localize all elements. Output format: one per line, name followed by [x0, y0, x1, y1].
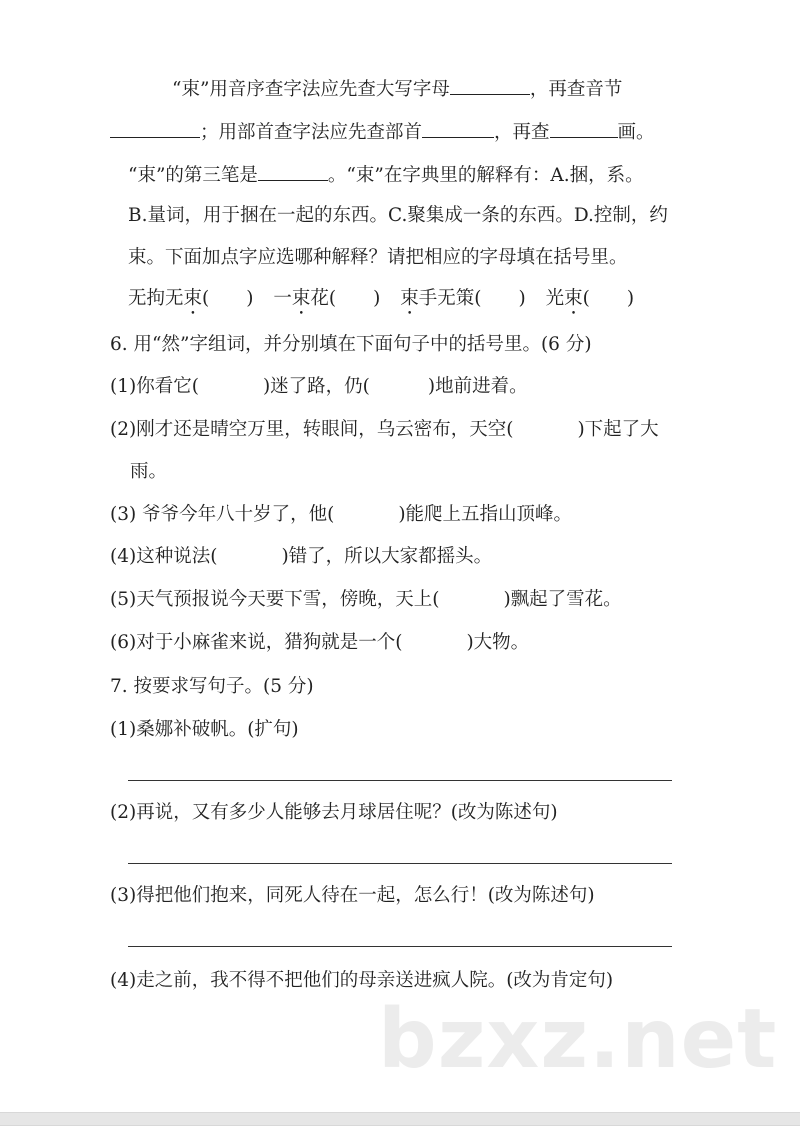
answer-blank[interactable]	[450, 76, 530, 95]
text: ，再查	[494, 122, 550, 143]
q5-line-3	[128, 162, 644, 188]
q7-item-3: (3)得把他们抱来，同死人待在一起，怎么行！(改为陈述句)	[110, 885, 595, 906]
q5-line-1	[172, 76, 622, 102]
page-separator	[0, 1112, 800, 1126]
q7-item-1: (1)桑娜补破帆。(扩句)	[110, 719, 299, 740]
q5-line-2	[110, 119, 655, 145]
q6-item-4: (4)这种说法( )错了，所以大家都摇头。	[110, 546, 493, 567]
answer-line[interactable]	[128, 863, 672, 864]
answer-blank[interactable]	[110, 119, 200, 138]
q6-item-1: (1)你看它( )迷了路，仍( )地前进着。	[110, 376, 528, 397]
text: 画。	[617, 122, 655, 143]
q7-item-2: (2)再说，又有多少人能够去月球居住呢？(改为陈述句)	[110, 802, 558, 823]
answer-line[interactable]	[128, 946, 672, 947]
q5-line-5: 束。下面加点字应选哪种解释？请把相应的字母填在括号里。	[128, 247, 628, 268]
answer-line[interactable]	[128, 780, 672, 781]
q5-word-list	[128, 287, 634, 319]
q6-title: 6. 用“然”字组词，并分别填在下面句子中的括号里。(6 分)	[110, 334, 592, 355]
answer-blank[interactable]	[258, 162, 328, 181]
answer-blank[interactable]	[422, 119, 494, 138]
answer-paren[interactable]: ( )	[202, 288, 254, 309]
q6-item-2-cont: 雨。	[130, 461, 168, 482]
watermark: bzxz.net	[378, 992, 778, 1087]
word-item: 光束( )	[545, 288, 635, 309]
q6-item-6: (6)对于小麻雀来说，猎狗就是一个( )大物。	[110, 632, 530, 653]
q6-item-5: (5)天气预报说今天要下雪，傍晚，天上( )飘起了雪花。	[110, 589, 622, 610]
answer-paren[interactable]: ( )	[474, 288, 526, 309]
q7-item-4: (4)走之前，我不得不把他们的母亲送进疯人院。(改为肯定句)	[110, 970, 614, 991]
answer-paren[interactable]: ( )	[582, 288, 635, 309]
word-item: 无拘无束( )	[128, 288, 254, 309]
q5-line-4: B.量词，用于捆在一起的东西。C.聚集成一条的东西。D.控制，约	[128, 205, 668, 226]
text: ；用部首查字法应先查部首	[200, 122, 423, 143]
q7-title: 7. 按要求写句子。(5 分)	[110, 676, 314, 697]
text: 。“束”在字典里的解释有：A.捆，系。	[327, 165, 644, 186]
text: “束”的第三笔是	[128, 165, 258, 186]
text: ，再查音节	[529, 79, 623, 100]
word-item: 一束花( )	[273, 288, 381, 309]
answer-paren[interactable]: ( )	[328, 288, 381, 309]
word-item: 束手无策( )	[400, 288, 526, 309]
text: “束”用音序查字法应先查大写字母	[172, 79, 450, 100]
answer-blank[interactable]	[550, 119, 618, 138]
q6-item-3: (3) 爷爷今年八十岁了，他( )能爬上五指山顶峰。	[110, 504, 573, 525]
q6-item-2: (2)刚才还是晴空万里，转眼间，乌云密布，天空( )下起了大	[110, 419, 659, 440]
